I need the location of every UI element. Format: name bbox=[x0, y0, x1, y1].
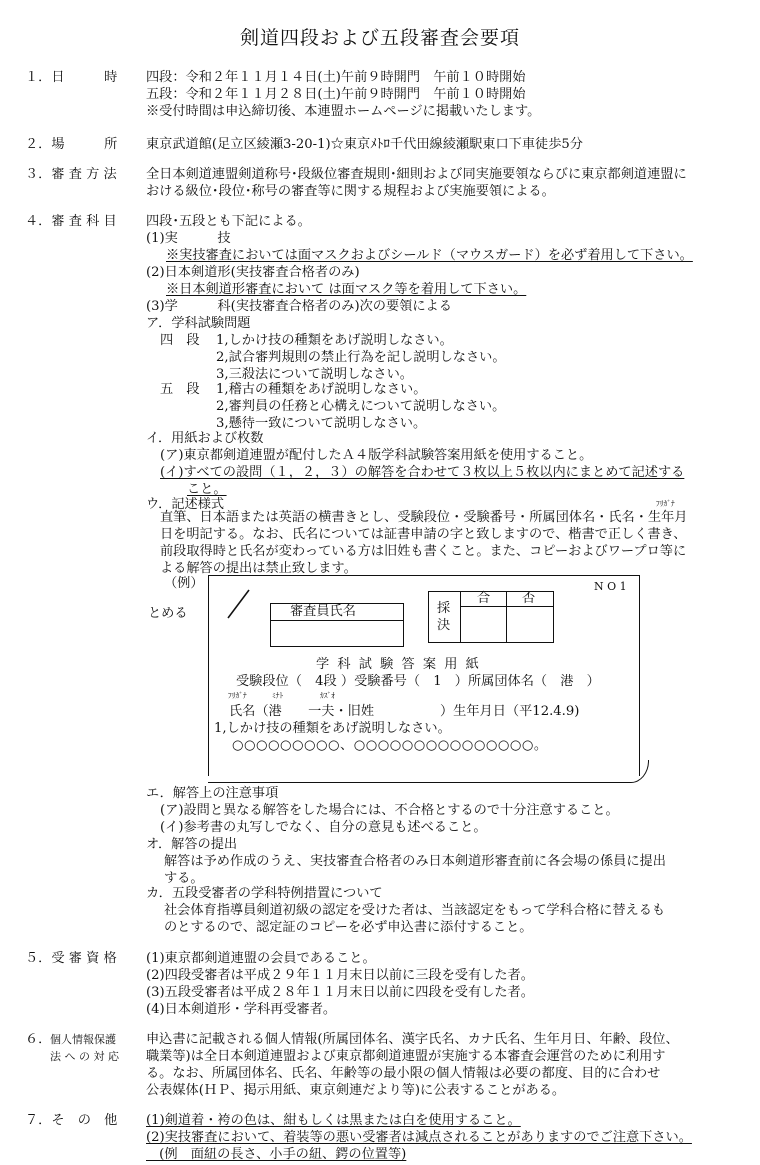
ruby-furigana: ﾌﾘｶﾞﾅ bbox=[228, 691, 247, 700]
ruby-kazuo: ｶｽﾞｵ bbox=[320, 691, 335, 700]
gakka-u-line-1: 直筆、日本語または英語の横書きとし、受験段位・受験番号・所属団体名・氏名・生年月 bbox=[160, 510, 688, 525]
decision-label: 採 決 bbox=[437, 601, 451, 633]
gakka-k-line-2: のとするので、認定証のコピーを必ず申込書に添付すること。 bbox=[164, 920, 533, 935]
furigana-ruby: ﾌﾘｶﾞﾅ bbox=[656, 499, 675, 508]
sheet-number: N O 1 bbox=[594, 580, 627, 593]
gakka-a-heading: ア．学科試験問題 bbox=[146, 316, 251, 331]
section-7-line-1: (1)剣道着・袴の色は、紺もしくは黒または白を使用すること。 bbox=[146, 1113, 521, 1128]
gakka-e-heading: エ．解答上の注意事項 bbox=[146, 786, 279, 801]
kata-heading: (2)日本剣道形(実技審査合格者のみ) bbox=[146, 265, 360, 280]
jitsugi-heading: (1)実 技 bbox=[146, 231, 231, 246]
gakka-o-line-2: する。 bbox=[164, 871, 204, 886]
section-6-label-1: 個人情報保護 bbox=[50, 1033, 116, 1046]
gakka-k-heading: カ．五段受審者の学科特例措置について bbox=[146, 886, 383, 901]
gakka-u-heading: ウ．記述様式 bbox=[146, 497, 225, 512]
section-4-label: ４．審 査 科 目 bbox=[25, 214, 117, 229]
answer-sheet-row-4: ○○○○○○○○○、○○○○○○○○○○○○○○○。 bbox=[232, 738, 548, 753]
section-1-line-1: 四段：令和２年１１月１４日(土)午前９時開門 午前１０時開始 bbox=[146, 70, 526, 85]
section-1-line-2: 五段：令和２年１１月２８日(土)午前９時開門 午前１０時開始 bbox=[146, 87, 526, 102]
section-7-line-2: (2)実技審査において、着装等の悪い受審者は減点されることがありますのでご注意下さい。 bbox=[146, 1130, 692, 1145]
godan-q1: 1,稽古の種類をあげ説明しなさい。 bbox=[216, 382, 427, 397]
yondan-q1: 1,しかけ技の種類をあげ説明しなさい。 bbox=[216, 333, 453, 348]
answer-sheet-row-1: 受験段位（ 4段 ）受験番号（ 1 ）所属団体名（ 港 ） bbox=[236, 674, 600, 689]
section-3-line-2: おける級位･段位･称号の審査等に関する規程および実施要領による。 bbox=[146, 184, 555, 199]
section-1-line-3: ※受付時間は申込締切後、本連盟ホームページに掲載いたします。 bbox=[146, 104, 541, 119]
fail-label: 否 bbox=[522, 591, 536, 606]
section-3-label: ３．審 査 方 法 bbox=[25, 167, 117, 182]
gakka-u-line-4: よる解答の提出は禁止致します。 bbox=[160, 561, 357, 576]
answer-sheet-curl bbox=[208, 760, 649, 783]
answer-sheet-title: 学 科 試 験 答 案 用 紙 bbox=[316, 657, 481, 672]
section-5-line-4: (4)日本剣道形・学科再受審者。 bbox=[146, 1002, 337, 1017]
section-6-line-2: 職業等)は全日本剣道連盟および東京都剣道連盟が実施する本審査会運営のために利用す bbox=[146, 1049, 666, 1064]
gakka-o-heading: オ．解答の提出 bbox=[146, 837, 238, 852]
section-5-line-2: (2)四段受審者は平成２９年１１月末日以前に三段を受有した者。 bbox=[146, 968, 534, 983]
section-6-label-2: 法 へ の 対 応 bbox=[50, 1050, 119, 1063]
gakka-i-heading: イ．用紙および枚数 bbox=[146, 431, 264, 446]
section-5-label: ５．受 審 資 格 bbox=[25, 951, 117, 966]
gakka-u-line-2: 日を明記する。なお、氏名については証書申請の字と致しますので、楷書で正しく書き、 bbox=[160, 527, 687, 542]
answer-sheet-row-2: 氏名（港 一夫・旧姓 ）生年月日（平12.4.9) bbox=[229, 704, 580, 719]
godan-label: 五 段 bbox=[160, 382, 200, 397]
gakka-i-2a: (イ)すべての設問（１，２，３）の解答を合わせて３枚以上５枚以内にまとめて記述する bbox=[160, 465, 685, 480]
section-2-label: ２．場 所 bbox=[25, 137, 118, 152]
section-2-line: 東京武道館(足立区綾瀬3-20-1)☆東京ﾒﾄﾛ千代田線綾瀬駅東口下車徒歩5分 bbox=[146, 137, 583, 152]
examiner-name-label: 審査員氏名 bbox=[290, 604, 356, 619]
ruby-minato: ﾐﾅﾄ bbox=[272, 691, 284, 700]
example-label: （例） bbox=[164, 576, 204, 591]
answer-sheet-row-3: 1,しかけ技の種類をあげ説明しなさい。 bbox=[214, 721, 451, 736]
section-6-line-1: 申込書に記載される個人情報(所属団体名、漢字氏名、カナ氏名、生年月日、年齢、段位、 bbox=[146, 1032, 679, 1047]
kata-note: ※日本剣道形審査において は面マスク等を着用して下さい。 bbox=[166, 282, 527, 297]
section-4-intro: 四段･五段とも下記による。 bbox=[146, 214, 311, 229]
yondan-q3: 3,三殺法について説明しなさい。 bbox=[216, 367, 413, 382]
gakka-heading: (3)学 科(実技審査合格者のみ)次の要領による bbox=[146, 299, 452, 314]
gakka-u-line-3: 前段取得時と氏名が変わっている方は旧姓も書くこと。また、コピーおよびワープロ等に bbox=[160, 544, 687, 559]
section-5-line-3: (3)五段受審者は平成２８年１１月末日以前に四段を受有した者。 bbox=[146, 985, 534, 1000]
gakka-k-line-1: 社会体育指導員剣道初級の認定を受けた者は、当該認定をもって学科合格に替えるも bbox=[164, 903, 666, 918]
section-3-line-1: 全日本剣道連盟剣道称号･段級位審査規則･細則および同実施要領ならびに東京都剣道連盟に bbox=[146, 167, 687, 182]
staple-label: とめる bbox=[148, 606, 188, 621]
gakka-o-line-1: 解答は予め作成のうえ、実技審査合格者のみ日本剣道形審査前に各会場の係員に提出 bbox=[164, 854, 666, 869]
section-6-line-3: る。なお、所属団体名、氏名、年齢等の最小限の個人情報は必要の都度、目的に合わせ bbox=[146, 1066, 661, 1081]
yondan-label: 四 段 bbox=[160, 333, 200, 348]
section-1-label: １．日 時 bbox=[25, 70, 118, 85]
section-6-number: ６． bbox=[25, 1032, 52, 1047]
godan-q2: 2,審判員の任務と心構えについて説明しなさい。 bbox=[216, 399, 506, 414]
section-5-line-1: (1)東京都剣道連盟の会員であること。 bbox=[146, 951, 376, 966]
gakka-e-1: (ア)設問と異なる解答をした場合には、不合格とするので十分注意すること。 bbox=[160, 803, 619, 818]
gakka-i-1: (ア)東京都剣道連盟が配付したＡ４版学科試験答案用紙を使用すること。 bbox=[160, 448, 593, 463]
gakka-i-2b: こと。 bbox=[187, 482, 227, 497]
page-title: 剣道四段および五段審査会要項 bbox=[239, 27, 520, 49]
section-7-line-3: (例 面紐の長さ、小手の紐、鍔の位置等) bbox=[146, 1147, 407, 1162]
section-7-label: ７．そ の 他 bbox=[25, 1113, 118, 1128]
section-6-line-4: 公表媒体(ＨＰ、掲示用紙、東京剣連だより等)に公表することがある。 bbox=[146, 1083, 566, 1098]
godan-q3: 3,懸待一致について説明しなさい。 bbox=[216, 416, 427, 431]
pass-label: 合 bbox=[477, 591, 491, 606]
yondan-q2: 2,試合審判規則の禁止行為を記し説明しなさい。 bbox=[216, 350, 506, 365]
gakka-e-2: (イ)参考書の丸写しでなく、自分の意見も述べること。 bbox=[160, 820, 487, 835]
jitsugi-note: ※実技審査においては面マスクおよびシールド（マウスガード）を必ず着用して下さい。 bbox=[166, 248, 693, 263]
